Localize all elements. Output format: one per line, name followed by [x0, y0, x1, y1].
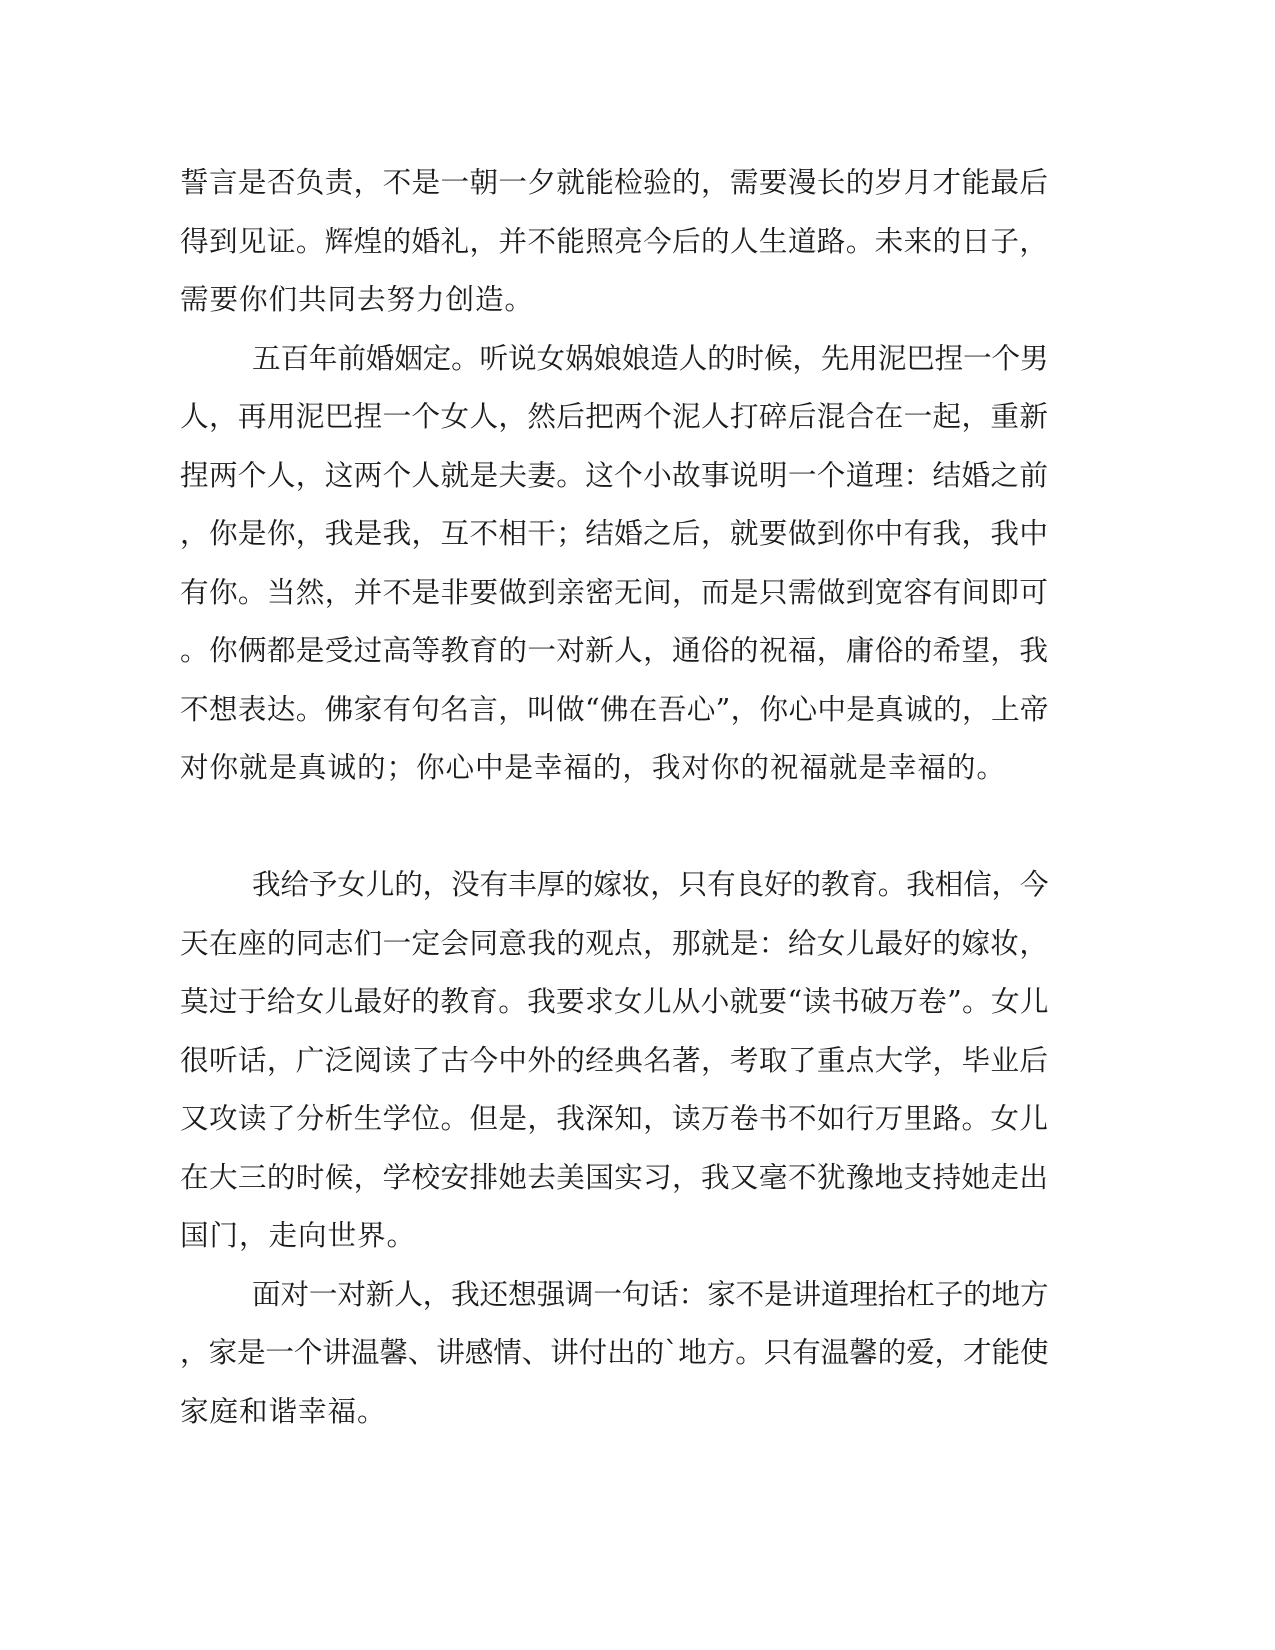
text-line: 很听话，广泛阅读了古今中外的经典名著，考取了重点大学，毕业后	[180, 1042, 1049, 1077]
text-line: ，你是你，我是我，互不相干；结婚之后，就要做到你中有我，我中	[180, 516, 1049, 550]
text-line: 五百年前婚姻定。听说女娲娘娘造人的时候，先用泥巴捏一个男	[252, 340, 1049, 375]
text-line: 得到见证。辉煌的婚礼，并不能照亮今后的人生道路。未来的日子，	[180, 223, 1049, 258]
text-line	[180, 797, 1050, 856]
document-body	[180, 153, 1050, 1440]
text-line: 又攻读了分析生学位。但是，我深知，读万卷书不如行万里路。女儿	[180, 1101, 1049, 1135]
text-line: 家庭和谐幸福。	[180, 1393, 387, 1428]
text-line: 我给予女儿的，没有丰厚的嫁妆，只有良好的教育。我相信，今	[252, 867, 1049, 901]
text-line: 不想表达。佛家有句名言，叫做“佛在吾心”，你心中是真诚的，上帝	[180, 691, 1049, 726]
text-line: 。你俩都是受过高等教育的一对新人，通俗的祝福，庸俗的希望，我	[180, 633, 1049, 667]
paragraph	[180, 1265, 1050, 1441]
text-line: 人，再用泥巴捏一个女人，然后把两个泥人打碎后混合在一起，重新	[180, 399, 1049, 433]
text-line: 莫过于给女儿最好的教育。我要求女儿从小就要“读书破万卷”。女儿	[180, 984, 1049, 1018]
text-line: 需要你们共同去努力创造。	[180, 282, 534, 316]
paragraph	[180, 153, 1050, 329]
text-line: 对你就是真诚的；你心中是幸福的，我对你的祝福就是幸福的。	[180, 750, 1006, 784]
text-line: 面对一对新人，我还想强调一句话：家不是讲道理抬杠子的地方	[252, 1276, 1049, 1311]
text-line: 有你。当然，并不是非要做到亲密无间，而是只需做到宽容有间即可	[180, 574, 1049, 609]
text-line: 天在座的同志们一定会同意我的观点，那就是：给女儿最好的嫁妆，	[180, 925, 1049, 960]
text-line: ，家是一个讲温馨、讲感情、讲付出的`地方。只有温馨的爱，才能使	[180, 1335, 1049, 1369]
text-line: 国门，走向世界。	[180, 1218, 416, 1252]
text-line: 在大三的时候，学校安排她去美国实习，我又毫不犹豫地支持她走出	[180, 1159, 1049, 1194]
text-line: 捏两个人，这两个人就是夫妻。这个小故事说明一个道理：结婚之前	[180, 457, 1049, 492]
paragraph	[180, 855, 1050, 1265]
paragraph	[180, 329, 1050, 856]
text-line: 誓言是否负责，不是一朝一夕就能检验的，需要漫长的岁月才能最后	[180, 165, 1049, 199]
